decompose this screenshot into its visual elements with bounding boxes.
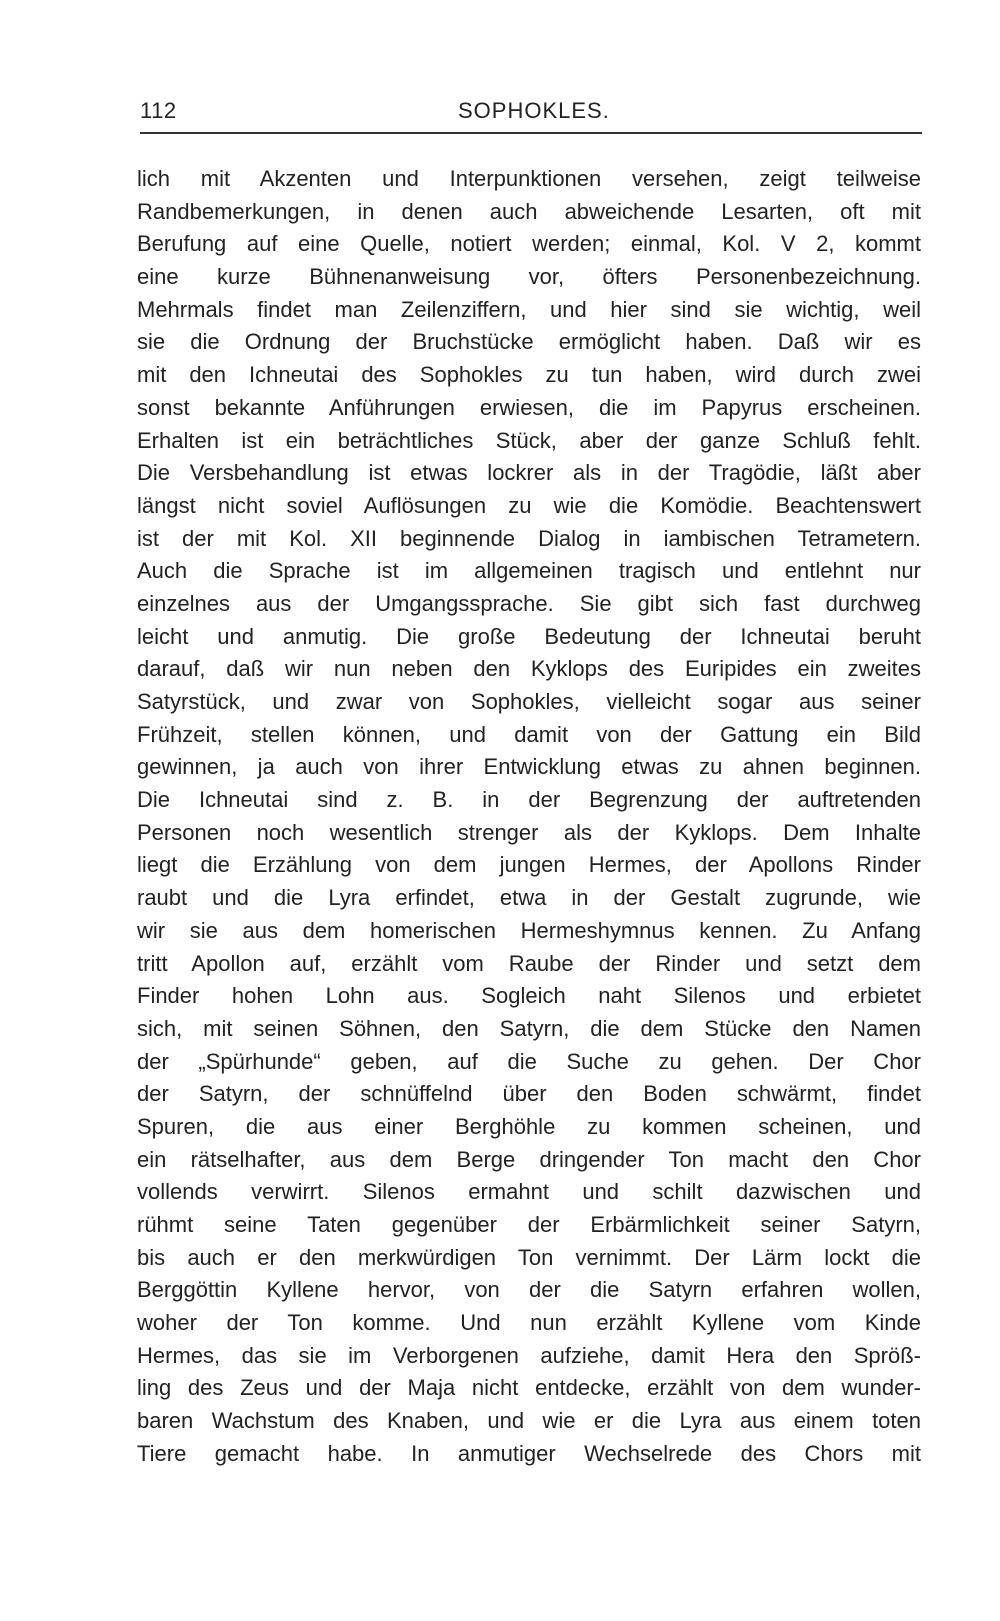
text-line: Die Ichneutai sind z. B. in der Begrenzung der auftretenden [137, 787, 921, 813]
text-line: Die Versbehandlung ist etwas lockrer als in der Tragödie, läßt aber [137, 460, 921, 486]
text-line: Spuren, die aus einer Berghöhle zu kommen scheinen, und [137, 1113, 921, 1139]
text-line: ist der mit Kol. XII beginnende Dialog in iambischen Tetrametern. [137, 525, 921, 551]
text-line: Auch die Sprache ist im allgemeinen tragisch und entlehnt nur [137, 558, 921, 584]
running-head [140, 98, 922, 132]
body-text [137, 163, 921, 1471]
page-number: 112 [140, 98, 177, 123]
text-line: mit den Ichneutai des Sophokles zu tun haben, wird durch zwei [137, 362, 921, 388]
text-line: längst nicht soviel Auflösungen zu wie die Komödie. Beachtenswert [137, 492, 921, 518]
text-line: leicht und anmutig. Die große Bedeutung der Ichneutai beruht [137, 623, 921, 649]
text-line: darauf, daß wir nun neben den Kyklops des Euripides ein zweites [137, 656, 921, 682]
text-line: Berggöttin Kyllene hervor, von der die Satyrn erfahren wollen, [137, 1277, 921, 1303]
text-line: Berufung auf eine Quelle, notiert werden; einmal, Kol. V 2, kommt [137, 231, 921, 257]
text-line: woher der Ton komme. Und nun erzählt Kyllene vom Kinde [137, 1310, 921, 1336]
text-line: bis auch er den merkwürdigen Ton vernimmt. Der Lärm lockt die [137, 1244, 921, 1270]
header-rule [140, 132, 922, 134]
text-line: Frühzeit, stellen können, und damit von der Gattung ein Bild [137, 721, 921, 747]
text-line: Erhalten ist ein beträchtliches Stück, aber der ganze Schluß fehlt. [137, 427, 921, 453]
text-line: vollends verwirrt. Silenos ermahnt und schilt dazwischen und [137, 1179, 921, 1205]
text-line: der „Spürhunde“ geben, auf die Suche zu gehen. Der Chor [137, 1048, 921, 1074]
text-line: Hermes, das sie im Verborgenen aufziehe, damit Hera den Spröß- [137, 1342, 921, 1368]
text-line: tritt Apollon auf, erzählt vom Raube der Rinder und setzt dem [137, 950, 921, 976]
text-line: ling des Zeus und der Maja nicht entdecke, erzählt von dem wunder- [137, 1375, 921, 1401]
text-line: gewinnen, ja auch von ihrer Entwicklung etwas zu ahnen beginnen. [137, 754, 921, 780]
text-line: baren Wachstum des Knaben, und wie er die Lyra aus einem toten [137, 1408, 921, 1434]
running-title: SOPHOKLES. [458, 98, 610, 123]
text-line: liegt die Erzählung von dem jungen Hermes, der Apollons Rinder [137, 852, 921, 878]
text-line: lich mit Akzenten und Interpunktionen versehen, zeigt teilweise [137, 166, 921, 191]
text-line: rühmt seine Taten gegenüber der Erbärmlichkeit seiner Satyrn, [137, 1212, 921, 1237]
text-line: einzelnes aus der Umgangssprache. Sie gibt sich fast durchweg [137, 590, 921, 616]
text-line: Mehrmals findet man Zeilenziffern, und hier sind sie wichtig, weil [137, 296, 921, 322]
text-line: der Satyrn, der schnüffelnd über den Boden schwärmt, findet [137, 1081, 921, 1107]
text-line: Randbemerkungen, in denen auch abweichende Lesarten, oft mit [137, 198, 921, 224]
text-line: Tiere gemacht habe. In anmutiger Wechselrede des Chors mit [137, 1440, 921, 1466]
text-line: wir sie aus dem homerischen Hermeshymnus kennen. Zu Anfang [137, 917, 921, 943]
text-line: sonst bekannte Anführungen erwiesen, die im Papyrus erscheinen. [137, 394, 921, 420]
text-line: Personen noch wesentlich strenger als der Kyklops. Dem Inhalte [137, 819, 921, 845]
text-line: ein rätselhafter, aus dem Berge dringender Ton macht den Chor [137, 1146, 921, 1172]
text-line: eine kurze Bühnenanweisung vor, öfters Personenbezeichnung. [137, 264, 921, 290]
text-line: sich, mit seinen Söhnen, den Satyrn, die dem Stücke den Namen [137, 1015, 921, 1041]
text-line: sie die Ordnung der Bruchstücke ermöglicht haben. Daß wir es [137, 329, 921, 355]
text-line: raubt und die Lyra erfindet, etwa in der Gestalt zugrunde, wie [137, 885, 921, 911]
text-line: Finder hohen Lohn aus. Sogleich naht Silenos und erbietet [137, 983, 921, 1009]
text-line: Satyrstück, und zwar von Sophokles, vielleicht sogar aus seiner [137, 689, 921, 714]
